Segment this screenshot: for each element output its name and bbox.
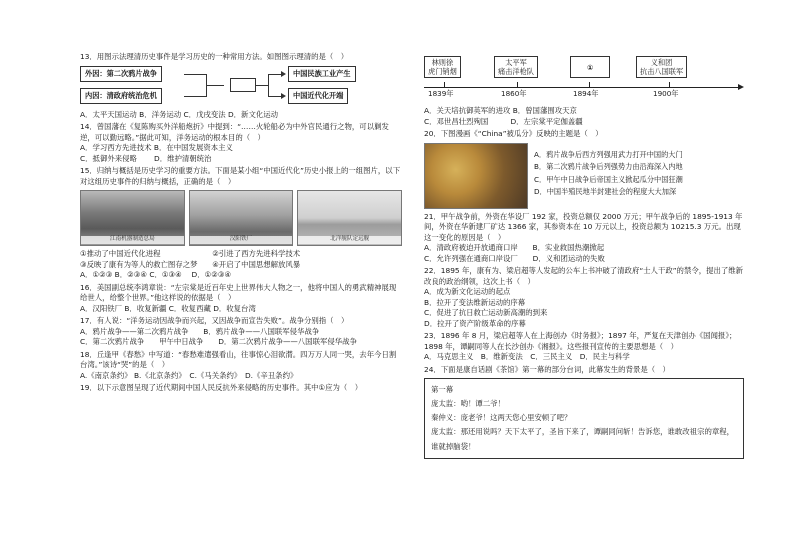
photo-hanyang-ironworks <box>189 190 294 246</box>
timeline-label: 太平军 痛击洋枪队 <box>498 58 534 76</box>
arrow-icon <box>281 71 286 77</box>
question-19-options-ab: A．关天培抗御英军的进攻 B．曾国藩围攻天京 <box>424 106 577 115</box>
question-20-option-b: B．第二次鸦片战争后列强势力由沿海深入内地 <box>534 162 683 172</box>
timeline-year: 1894年 <box>573 89 599 98</box>
question-24 <box>424 365 744 459</box>
diagram-box-external-cause: 外因：第二次鸦片战争 <box>80 66 162 82</box>
question-17-options-ab: A．鸦片战争——第二次鸦片战争 B．鸦片战争——八国联军侵华战争 <box>80 326 320 336</box>
question-22-option-a: A．成为新文化运动的起点 <box>424 287 511 297</box>
question-21-options-ab: A．清政府被迫开放通商口岸 B．实业救国热潮掀起 <box>424 243 605 253</box>
timeline-label: 义和团 抗击八国联军 <box>640 58 684 76</box>
question-23 <box>424 331 744 363</box>
question-18-options: A.《南京条约》 B.《北京条约》 C.《马关条约》 D.《辛丑条约》 <box>80 370 298 380</box>
question-20-option-d: D．中国半殖民地半封建社会的程度大大加深 <box>534 187 677 197</box>
q24-script-box <box>424 378 744 458</box>
question-22 <box>424 266 744 329</box>
question-15-statements-2: ③反映了康有为等人的救亡图存之梦 ④开启了中国思想解放风暴 <box>80 259 301 269</box>
question-15-statements-1: ①推动了中国近代化进程 ②引进了西方先进科学技术 <box>80 249 301 259</box>
arrow-icon <box>738 84 744 90</box>
question-19 <box>80 383 402 394</box>
photo-jiangnan-arsenal <box>80 190 185 246</box>
q19-timeline <box>424 54 744 104</box>
timeline-year: 1839年 <box>428 89 454 98</box>
question-18 <box>80 350 402 382</box>
question-15-stem: 15．归纳与概括是历史学习的重要方法。下面是某小组“中国近代化”历史小报上的一组图片，以下对这组历史事件的归纳与概括，正确的是（ ） <box>80 166 401 186</box>
question-14-options-ab: A．学习西方先进技术 B．在中国发展资本主义 <box>80 143 233 153</box>
timeline-year: 1900年 <box>653 89 679 98</box>
script-line: 秦仲义：庞老爷！这两天您心里安顿了吧？ <box>431 413 572 423</box>
timeline-box-taiping <box>494 56 538 78</box>
diagram-connector <box>206 85 224 86</box>
script-line: 庞太监：那还用说吗？天下太平了，圣旨下来了，谭嗣同问斩！告诉您，谁敢改祖宗的章程， <box>431 427 735 437</box>
timeline-box-humen <box>424 56 461 78</box>
question-18-stem: 18．丘逢甲《春愁》中写道：“春愁难遣强看山，往事惊心泪欲潸。四万万人同一哭，去年今日割台湾。”该诗“哭”的是（ ） <box>80 349 397 370</box>
diagram-box-internal-cause: 内因：清政府统治危机 <box>80 88 162 104</box>
script-scene-title: 第一幕 <box>431 385 454 395</box>
timeline-year: 1860年 <box>501 89 527 98</box>
question-20-option-a: A．鸦片战争后西方列强用武力打开中国的大门 <box>534 149 683 159</box>
question-22-option-d: D．拉开了资产阶级革命的序幕 <box>424 318 526 328</box>
diagram-connector <box>184 96 206 97</box>
timeline-box-boxer <box>636 56 687 78</box>
question-16-options: A．汉阳铁厂 B．收复新疆 C．收复西藏 D．收复台湾 <box>80 303 256 313</box>
photo-caption: 汉阳铁厂 <box>190 236 293 244</box>
question-17 <box>80 316 402 348</box>
right-column <box>424 54 744 461</box>
timeline-label: 林则徐 虎门销烟 <box>428 58 457 76</box>
cartoon-china-partition-image <box>424 143 528 209</box>
question-14-options-cd: C．抵御外来侵略 D．维护清朝统治 <box>80 153 212 163</box>
timeline-tick <box>517 82 518 87</box>
question-21-options-cd: C．允许列强在通商口岸设厂 D．义和团运动的失败 <box>424 253 605 263</box>
question-22-option-c: C．促进了抗日救亡运动新高潮的到来 <box>424 308 548 318</box>
question-20-options <box>534 143 683 209</box>
question-17-stem: 17．有人说：“洋务运动因战争而兴起，又因战争而宣告失败”。战争分别指（ ） <box>80 316 349 326</box>
question-13-stem: 13．用图示法理清历史事件是学习历史的一种常用方法。如图图示理清的是（ ） <box>80 52 349 61</box>
question-13-options: A．太平天国运动 B．洋务运动 C．戊戌变法 D．新文化运动 <box>80 109 279 119</box>
question-22-option-b: B．拉开了变法维新运动的序幕 <box>424 297 526 307</box>
left-column <box>80 52 402 396</box>
question-14-stem: 14．曾国藩在《复陈购买外洋船炮折》中提到：“……火轮船必为中外官民通行之物，可以剿发逆，可以勤远略。”据此可知，洋务运动的根本目的（ ） <box>80 122 389 142</box>
q13-diagram <box>80 66 402 106</box>
question-21 <box>424 212 744 265</box>
diagram-connector <box>268 96 282 97</box>
question-19-options <box>424 106 744 127</box>
question-15 <box>80 166 402 281</box>
question-22-stem: 22．1895 年，康有为、梁启超等人发起的公车上书冲破了清政府“士人干政”的禁令，提出了维新改良的政治纲领，这次上书（ ） <box>424 266 744 286</box>
question-23-options: A．马克思主义 B．维新变法 C．三民主义 D．民主与科学 <box>424 352 630 362</box>
question-20-stem: 20．下图漫画《“China”被瓜分》反映的主题是（ ） <box>424 129 603 139</box>
timeline-tick <box>669 82 670 87</box>
question-17-options-cd: C．第二次鸦片战争 甲午中日战争 D．第二次鸦片战争——八国联军侵华战争 <box>80 337 357 347</box>
question-16-stem: 16．美国副总统李鸿章说：“左宗棠是近百年史上世界伟大人物之一，他将中国人的勇武精神展现给世人，给整个世界。”他这样说的依据是（ ） <box>80 282 397 303</box>
timeline-tick <box>589 82 590 87</box>
diagram-blank-box <box>230 78 256 92</box>
timeline-box-blank <box>570 56 610 78</box>
question-14 <box>80 122 402 164</box>
diagram-box-result-modernization: 中国近代化开端 <box>288 88 348 104</box>
diagram-box-result-industry: 中国民族工业产生 <box>288 66 356 82</box>
diagram-connector <box>256 85 268 86</box>
question-23-stem: 23．1896 年 8 月，梁启超等人在上海创办《时务报》；1897 年，严复在天津创办《国闻报》；1898 年，谭嗣同等人在长沙创办《湘报》。这些报刊宣传的主要思想是（ ） <box>424 331 737 351</box>
question-16 <box>80 283 402 315</box>
question-20-option-c: C．甲午中日战争后帝国主义掀起瓜分中国狂潮 <box>534 174 683 184</box>
diagram-connector <box>268 74 282 75</box>
q15-photo-row <box>80 190 402 246</box>
script-line: 谁就掉脑袋！ <box>431 441 476 451</box>
question-20 <box>424 129 744 209</box>
diagram-connector <box>184 74 206 75</box>
arrow-icon <box>281 93 286 99</box>
question-19-options-cd: C．邓世昌壮烈殉国 D．左宗棠平定伽盖疆 <box>424 116 583 126</box>
timeline-axis <box>424 87 740 88</box>
question-19-stem: 19．以下示意图呈现了近代期间中国人民反抗外来侵略的历史事件。其中①应为（ ） <box>80 383 363 393</box>
timeline-label: ① <box>586 63 594 72</box>
photo-dingyuan-battleship <box>297 190 402 246</box>
question-24-stem: 24．下面是康自话剧《茶馆》第一幕的部分台词，此幕发生的背景是（ ） <box>424 364 670 374</box>
photo-caption: 江南机器制造总局 <box>81 236 184 244</box>
script-line: 庞太监：哟！谭二爷！ <box>431 399 505 409</box>
diagram-connector <box>268 74 269 97</box>
timeline-tick <box>444 82 445 87</box>
q20-cartoon-row <box>424 143 744 209</box>
question-15-options: A．①②③ B．②③④ C．①③④ D．①②③④ <box>80 270 232 280</box>
question-13 <box>80 52 402 120</box>
question-21-stem: 21．甲午战争前，外资在华设厂 192 家，投资总额仅 2000 万元；甲午战争后的 1895-1913 年间，外资在华新建厂矿达 1366 家，其参资本在 10 万元以上，投资总额为 10215.3 万元。出现这一变化的原因是（ ） <box>424 211 743 242</box>
photo-caption: 北洋舰队定远舰 <box>298 236 401 244</box>
